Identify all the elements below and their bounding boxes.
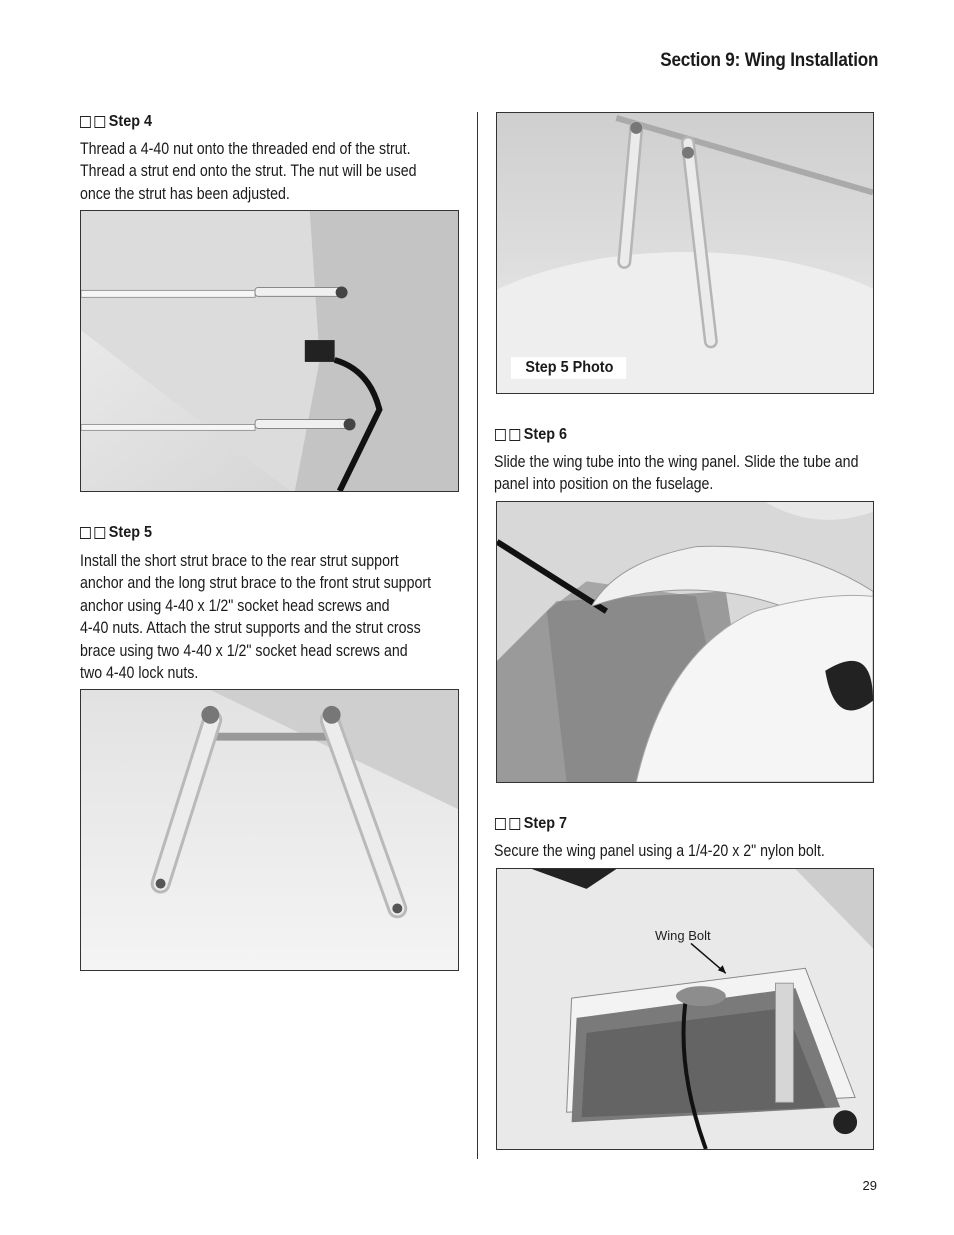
column-divider (477, 112, 478, 1159)
step-5-heading (80, 524, 152, 542)
checkbox-icon[interactable] (495, 429, 506, 441)
step-5-text: Install the short strut brace to the rear strut support anchor and the long strut brace to the front strut support anchor using 4-40 x 1/2" socket head screws and 4-40 nuts. Attach the strut supports and the strut cross brace using two 4-40 x 1/2" socket head screws and two 4-40 lock nuts. (80, 552, 432, 683)
step-4-heading (80, 113, 152, 131)
step-4-label: Step 4 (108, 113, 153, 130)
checkbox-icon[interactable] (94, 527, 105, 539)
step-7-heading (495, 815, 567, 833)
step-4-photo (80, 210, 459, 492)
step-7-text: Secure the wing panel using a 1/4-20 x 2" nylon bolt. (494, 842, 825, 860)
step-4-text: Thread a 4-40 nut onto the threaded end of the strut. Thread a strut end onto the strut. The nut will be used once the strut has been adjusted. (80, 140, 417, 203)
step-6-label: Step 6 (523, 426, 568, 443)
checkbox-icon[interactable] (509, 429, 520, 441)
page-number: 29 (862, 1178, 877, 1193)
step-5-photo (496, 112, 874, 394)
checkbox-icon[interactable] (94, 116, 105, 128)
checkbox-icon[interactable] (509, 818, 520, 830)
step-5-struts-photo (80, 689, 459, 971)
checkbox-icon[interactable] (495, 818, 506, 830)
wing-bolt-callout: Wing Bolt (655, 928, 711, 943)
section-title: Section 9: Wing Installation (659, 50, 878, 71)
step-7-photo (496, 868, 874, 1150)
checkbox-icon[interactable] (80, 116, 91, 128)
step-7-label: Step 7 (523, 815, 568, 832)
step-6-text: Slide the wing tube into the wing panel. Slide the tube and panel into position on the fuselage. (494, 453, 859, 494)
step-6-heading (495, 426, 567, 444)
step-5-photo-label: Step 5 Photo (511, 357, 626, 379)
step-6-photo (496, 501, 874, 783)
step-5-label: Step 5 (108, 524, 153, 541)
checkbox-icon[interactable] (80, 527, 91, 539)
